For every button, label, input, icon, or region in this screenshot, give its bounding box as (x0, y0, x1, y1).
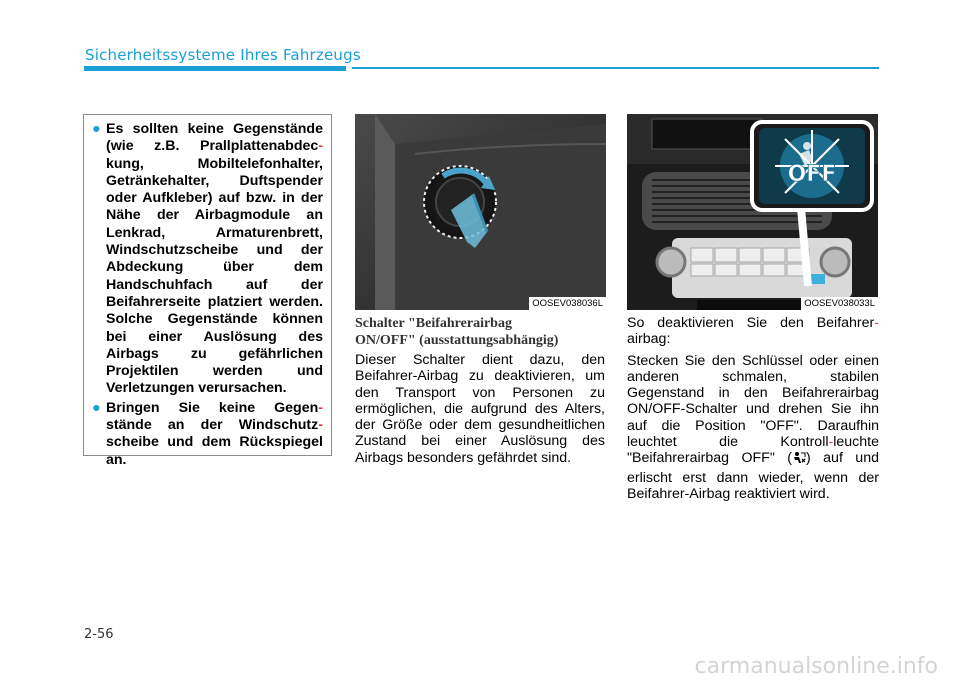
figure-caption: OOSEV038033L (801, 297, 878, 310)
section-paragraph: Dieser Schalter dient dazu, den Beifahrer-Airbag zu deaktivieren, um den Transport von Personen zu ermöglichen, die aufgrund des Alters, der Größe oder dem gesundheitlichen Zustand bei einer Auslösung des Airbags besonders gefährdet sind. (355, 352, 605, 466)
airbag-switch-illustration (355, 114, 606, 310)
figure-caption: OOSEV038036L (529, 297, 606, 310)
section-title: Sicherheitssysteme Ihres Fahrzeugs (85, 46, 361, 64)
figure-airbag-switch (355, 114, 606, 310)
figure-airbag-off-indicator (627, 114, 878, 310)
instruction-steps: Stecken Sie den Schlüssel oder einen anderen schmalen, stabilen Gegenstand in den Beifahrerairbag ON/OFF-Schalter und drehen Sie ihn auf die Position "OFF". Daraufhin leuchtet die Kontroll-leuchte "Beifahrerairbag OFF" ( ) auf und erlischt erst dann wieder, wenn der Beifahrer-Airbag reaktiviert wird. (627, 352, 879, 502)
header-line (352, 67, 879, 69)
header-bar (84, 66, 346, 71)
page-number: 2-56 (84, 627, 114, 642)
off-indicator-text: OFF (787, 162, 837, 187)
bullet-icon: ● (92, 399, 101, 416)
instructions (627, 315, 879, 507)
subsection-heading: Schalter "Beifahrerairbag ON/OFF" (ausstattungsabhängig) (355, 316, 559, 348)
warning-item-windshield: ● Bringen Sie keine Gegen-stände an der Windschutz-scheibe und dem Rückspiegel an. (92, 399, 323, 468)
warning-item-objects: ● Es sollten keine Gegenstände (wie z.B. Prallplattenabdec-kung, Mobiltelefonhalter, Getränkehalter, Duftspender oder Aufkleber) auf bzw. in der Nähe der Airbagmodule an Lenkrad, Armaturenbrett, Windschutzscheibe und der Abdeckung über dem Handschuhfach auf der Beifahrerseite platziert werden. Solche Gegenstände können bei einer Auslösung des Airbags zu gefährlichen Projektilen werden und Verletzungen verursachen. (92, 121, 323, 397)
dashboard-illustration (627, 114, 878, 310)
warning-box (83, 114, 332, 468)
instruction-intro: So deaktivieren Sie den Beifahrer-airbag: (627, 315, 879, 348)
bullet-icon: ● (92, 121, 101, 137)
passenger-airbag-off-icon (792, 451, 806, 469)
watermark: carmanualsonline.info (694, 654, 938, 679)
